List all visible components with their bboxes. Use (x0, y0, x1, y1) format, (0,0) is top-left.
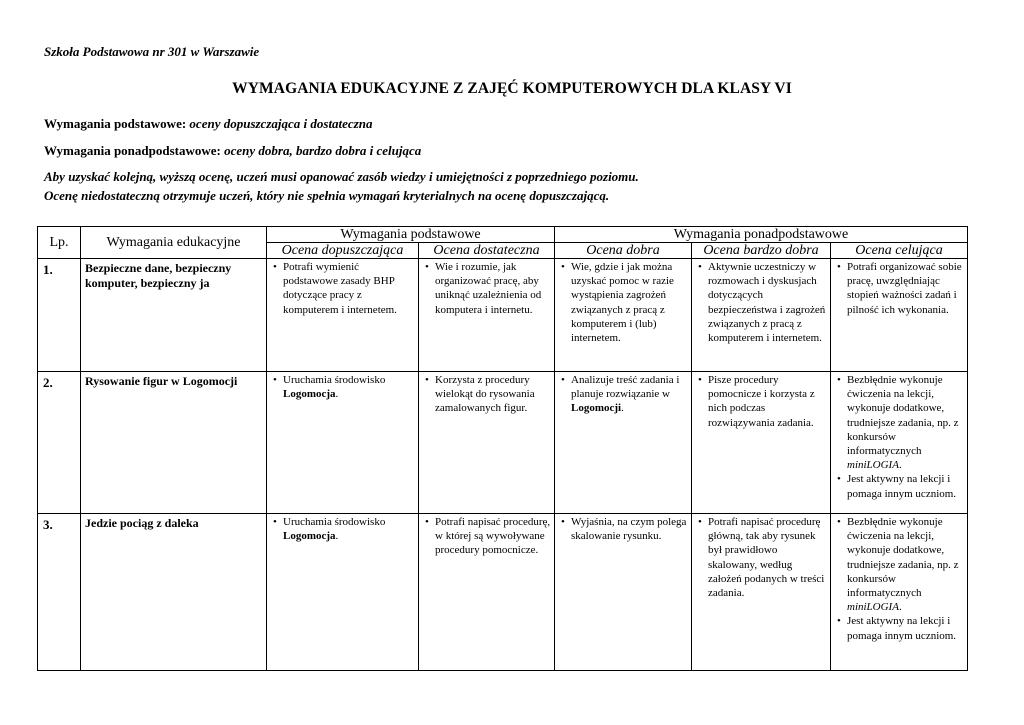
row-topic: Bezpieczne dane, bezpieczny komputer, bezpieczny ja (81, 259, 267, 372)
bullet-item: • Analizuje treść zadania i planuje rozwiązanie w Logomocji. (559, 373, 688, 416)
header-grade-celujaca: Ocena celująca (831, 243, 968, 259)
cell-dopuszczajaca (267, 514, 419, 671)
cell-dobra (555, 259, 692, 372)
bullet-item: • Potrafi napisać procedurę, w której są wywoływane procedury pomocnicze. (423, 515, 551, 558)
bullet-item: • Bezbłędnie wykonuje ćwiczenia na lekcji, wykonuje dodatkowe, trudniejsze zadania, np. z konkursów informatycznych miniLOGIA. (835, 373, 964, 472)
bullet-item: • Potrafi wymienić podstawowe zasady BHP dotyczące pracy z komputerem i internetem. (271, 260, 415, 317)
bullet-text: Bezbłędnie wykonuje ćwiczenia na lekcji, wykonuje dodatkowe, trudniejsze zadania, np. z konkursów informatycznych (847, 516, 959, 600)
bullet-text: Uruchamia środowisko (283, 516, 386, 528)
bullet-item: • Jest aktywny na lekcji i pomaga innym uczniom. (835, 614, 964, 642)
advanced-requirements-line (44, 143, 421, 159)
bullet-item: • Potrafi napisać procedurę główną, tak aby rysunek był prawidłowo skalowany, według założeń podanych w treści zadania. (696, 515, 827, 600)
bullet-item: • Korzysta z procedury wielokąt do rysowania zamalowanych figur. (423, 373, 551, 416)
header-basic-group: Wymagania podstawowe (267, 227, 555, 243)
cell-dopuszczajaca (267, 372, 419, 514)
cell-dopuszczajaca (267, 259, 419, 372)
bullet-item: • Wie i rozumie, jak organizować pracę, aby uniknąć uzależnienia od komputera i internetu. (423, 260, 551, 317)
bullet-item: • Jest aktywny na lekcji i pomaga innym uczniom. (835, 472, 964, 500)
contest-name: miniLOGIA (847, 601, 899, 614)
contest-name: miniLOGIA (847, 459, 899, 472)
table-header-row (38, 227, 968, 243)
row-topic: Jedzie pociąg z daleka (81, 514, 267, 671)
row-number: 1. (38, 259, 81, 372)
row-number: 3. (38, 514, 81, 671)
advanced-value: oceny dobra, bardzo dobra i celująca (224, 143, 422, 158)
program-name: Logomocji (571, 402, 622, 415)
cell-dostateczna (419, 372, 555, 514)
header-grade-dobra: Ocena dobra (555, 243, 692, 259)
cell-bardzo-dobra (692, 514, 831, 671)
bullet-item: • Wyjaśnia, na czym polega skalowanie rysunku. (559, 515, 688, 543)
bullet-item: • Wie, gdzie i jak można uzyskać pomoc w razie wystąpienia zagrożeń związanych z pracą z komputerem i (lub) internetem. (559, 260, 688, 345)
cell-celujaca (831, 514, 968, 671)
requirements-table (37, 226, 968, 671)
header-requirements: Wymagania edukacyjne (81, 227, 267, 259)
header-grade-dopuszczajaca: Ocena dopuszczająca (267, 243, 419, 259)
table-row (38, 372, 968, 514)
program-name: Logomocja (283, 530, 336, 543)
bullet-item: • Uruchamia środowisko Logomocja. (271, 373, 415, 401)
table-row (38, 259, 968, 372)
bullet-text: Analizuje treść zadania i planuje rozwiązanie w (571, 374, 680, 401)
advanced-label: Wymagania ponadpodstawowe: (44, 143, 221, 158)
cell-dobra (555, 514, 692, 671)
note-failing-grade: Ocenę niedostateczną otrzymuje uczeń, który nie spełnia wymagań kryterialnych na ocenę dopuszczającą. (44, 188, 610, 203)
cell-celujaca (831, 259, 968, 372)
basic-value: oceny dopuszczająca i dostateczna (189, 116, 373, 131)
header-lp: Lp. (38, 227, 81, 259)
bullet-text: Bezbłędnie wykonuje ćwiczenia na lekcji, wykonuje dodatkowe, trudniejsze zadania, np. z konkursów informatycznych (847, 374, 959, 458)
row-topic: Rysowanie figur w Logomocji (81, 372, 267, 514)
header-grade-bardzo-dobra: Ocena bardzo dobra (692, 243, 831, 259)
bullet-text: Uruchamia środowisko (283, 374, 386, 386)
program-name: Logomocja (283, 388, 336, 401)
bullet-item: • Bezbłędnie wykonuje ćwiczenia na lekcji, wykonuje dodatkowe, trudniejsze zadania, np. z konkursów informatycznych miniLOGIA. (835, 515, 964, 614)
bullet-item: • Uruchamia środowisko Logomocja. (271, 515, 415, 543)
cell-dostateczna (419, 259, 555, 372)
bullet-item: • Potrafi organizować sobie pracę, uwzględniając stopień ważności zadań i pilność ich wykonania. (835, 260, 964, 317)
cell-dobra (555, 372, 692, 514)
cell-bardzo-dobra (692, 259, 831, 372)
bullet-item: • Pisze procedury pomocnicze i korzysta z nich podczas rozwiązywania zadania. (696, 373, 827, 430)
basic-label: Wymagania podstawowe: (44, 116, 187, 131)
school-name: Szkoła Podstawowa nr 301 w Warszawie (44, 44, 260, 59)
page-title: WYMAGANIA EDUKACYJNE Z ZAJĘĆ KOMPUTEROWYCH DLA KLASY VI (232, 80, 792, 97)
cell-celujaca (831, 372, 968, 514)
header-grade-dostateczna: Ocena dostateczna (419, 243, 555, 259)
bullet-item: • Aktywnie uczestniczy w rozmowach i dyskusjach dotyczących bezpieczeństwa i zagrożeń związanych z pracą z komputerem i internetem. (696, 260, 827, 345)
cell-dostateczna (419, 514, 555, 671)
cell-bardzo-dobra (692, 372, 831, 514)
table-row (38, 514, 968, 671)
basic-requirements-line (44, 116, 373, 132)
note-next-grade: Aby uzyskać kolejną, wyższą ocenę, uczeń musi opanować zasób wiedzy i umiejętności z poprzedniego poziomu. (44, 169, 639, 184)
header-advanced-group: Wymagania ponadpodstawowe (555, 227, 968, 243)
row-number: 2. (38, 372, 81, 514)
